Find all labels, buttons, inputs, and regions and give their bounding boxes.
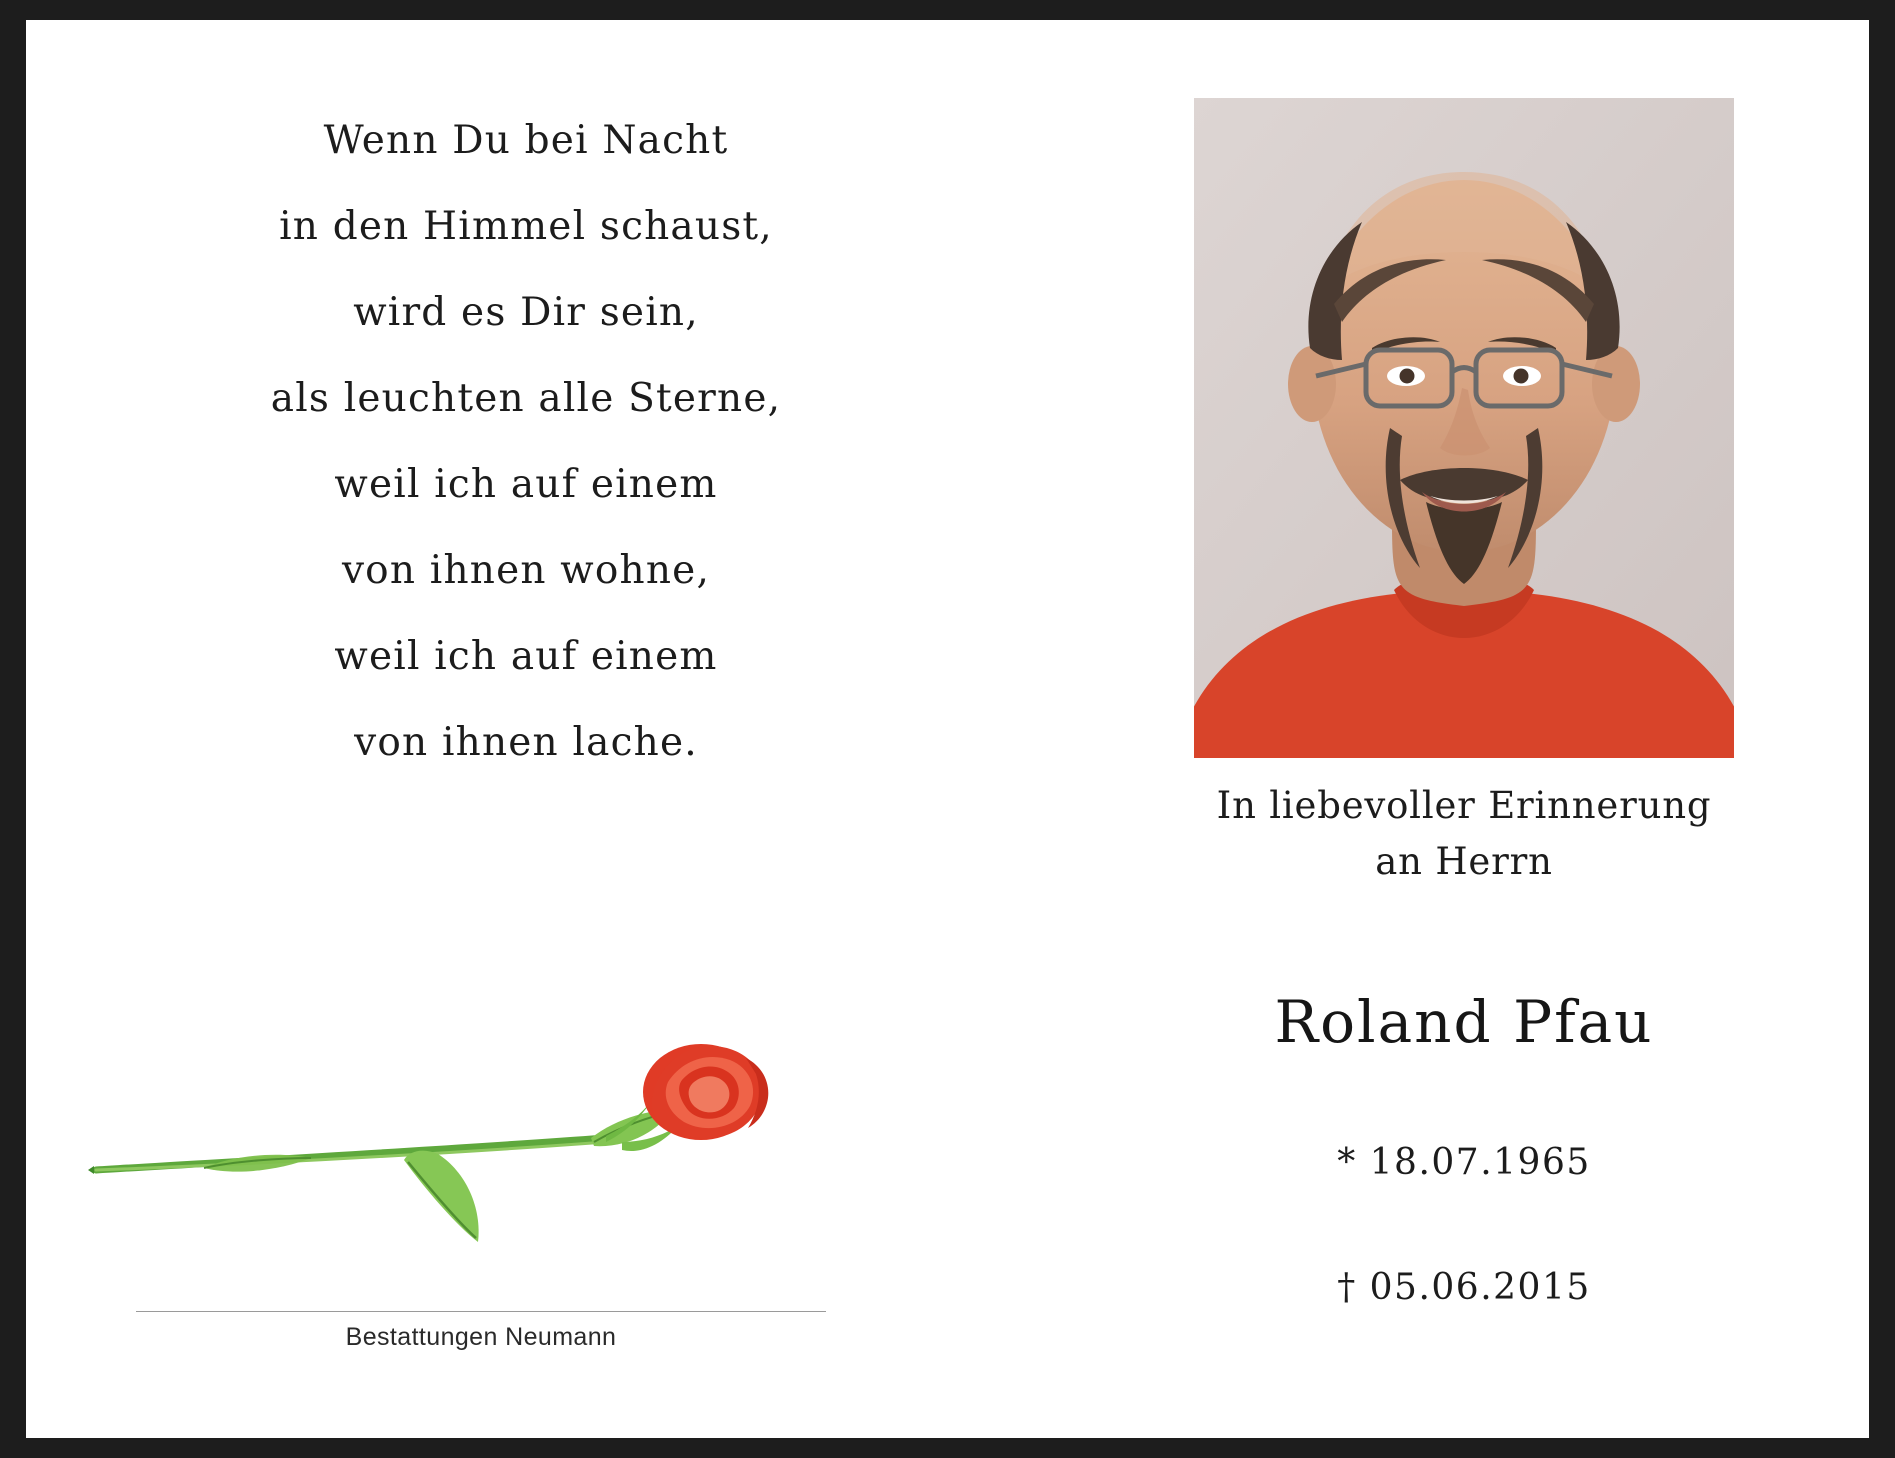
footer-divider (136, 1311, 826, 1312)
deceased-name: Roland Pfau (1274, 988, 1654, 1056)
poem-text (146, 98, 906, 786)
memorial-intro-line-2: an Herrn (1375, 840, 1553, 883)
memorial-intro-line-1: In liebevoller Erinnerung (1216, 784, 1712, 827)
poem-line: als leuchten alle Sterne, (270, 376, 782, 421)
poem-line: in den Himmel schaust, (279, 204, 773, 249)
poem-line: weil ich auf einem (334, 462, 718, 507)
poem-line: von ihnen wohne, (341, 548, 711, 593)
memorial-card (26, 20, 1869, 1438)
rose-icon (86, 1030, 906, 1250)
poem-line: Wenn Du bei Nacht (323, 118, 729, 163)
poem-line: weil ich auf einem (334, 634, 718, 679)
poem-line: wird es Dir sein, (353, 290, 699, 335)
date-of-birth: * 18.07.1965 (1337, 1142, 1591, 1183)
footer-company: Bestattungen Neumann (345, 1323, 617, 1351)
poem-line: von ihnen lache. (354, 720, 698, 765)
date-of-death: † 05.06.2015 (1337, 1267, 1591, 1308)
memorial-intro (1094, 778, 1834, 890)
portrait-photo (1194, 98, 1734, 758)
